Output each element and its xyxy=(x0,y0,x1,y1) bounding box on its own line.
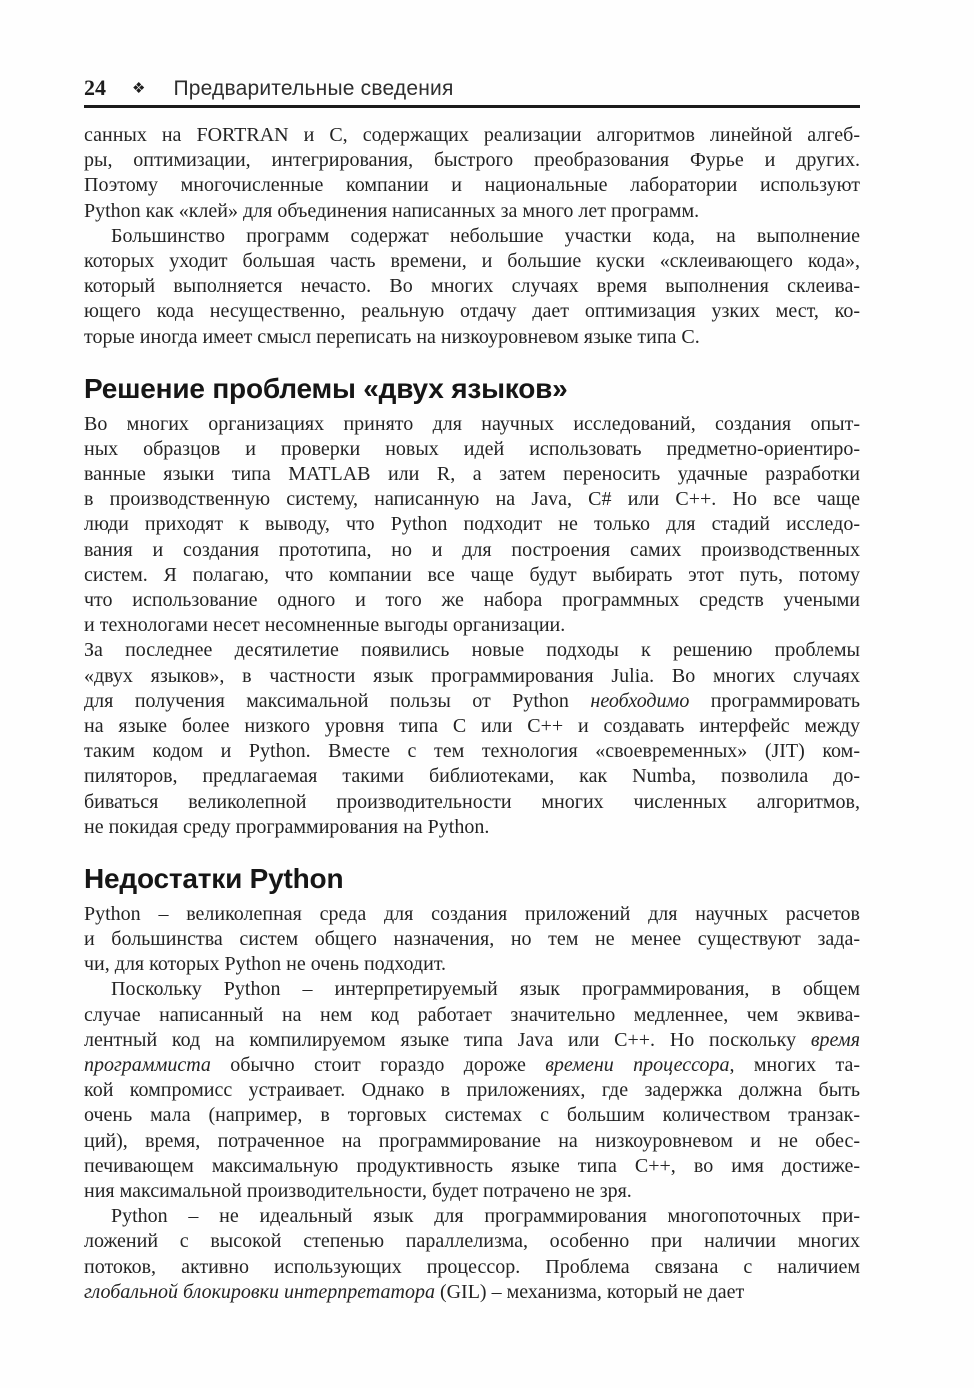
text-line: систем. Я полагаю, что компании все чаще будут выбирать этот путь, потому xyxy=(84,563,860,586)
text-line: Поскольку Python – интерпретируемый язык программирования, в общем xyxy=(111,978,860,1001)
text-line: биваться великолепной производительности многих численных алгоритмов, xyxy=(84,790,860,813)
text-line: лентный код на компилируемом языке типа Java или C++. Но поскольку время xyxy=(84,1028,860,1051)
text-line: программиста обычно стоит гораздо дороже времени процессора, многих та- xyxy=(84,1054,860,1076)
text-line: ванные языки типа MATLAB или R, а затем переносить удачные разработки xyxy=(84,463,860,486)
text-line: Python – великолепная среда для создания приложений для научных расчетов xyxy=(84,902,860,925)
text-line: санных на FORTRAN и C, содержащих реализации алгоритмов линейной алгеб- xyxy=(84,124,860,146)
text-line: которых уходит большая часть времени, и большие куски «склеивающего кода», xyxy=(84,249,860,272)
text-line: и технологами несет несомненные выгоды организации. xyxy=(84,614,566,637)
paragraph-gil xyxy=(84,1204,860,1305)
text-line: в производственную систему, написанную на Java, C# или C++. Но все чаще xyxy=(84,488,860,511)
text-line: Python – не идеальный язык для программирования многопоточных при- xyxy=(111,1205,860,1228)
text-line: Большинство программ содержат небольшие участки кода, на выполнение xyxy=(111,224,860,247)
paragraph-glue-code-optimization xyxy=(84,224,860,350)
section-heading-two-languages: Решение проблемы «двух языков» xyxy=(84,372,568,404)
text-line: который выполняется нечасто. Во многих случаях время выполнения склеива- xyxy=(84,275,860,298)
running-header-title: Предварительные сведения xyxy=(173,77,454,100)
text-line: что использование одного и того же набора программных средств учеными xyxy=(84,589,860,611)
text-line: Поэтому многочисленные компании и национальные лаборатории используют xyxy=(84,174,860,197)
text-line: Во многих организациях принято для научных исследований, создания опыт- xyxy=(84,412,860,435)
text-line: люди приходят к выводу, что Python подходит не только для стадий исследо- xyxy=(84,513,860,536)
text-line: ций), время, потраченное на программирование на низкоуровневом и не обес- xyxy=(84,1129,860,1152)
page-content xyxy=(84,123,860,1305)
page-number: 24 xyxy=(84,75,106,100)
text-line: ры, оптимизации, интегрирования, быстрого преобразования Фурье и других. xyxy=(84,149,860,172)
text-line: вания и создания прототипа, но и для построения самих производственных xyxy=(84,538,860,561)
paragraph-domain-languages xyxy=(84,412,860,639)
text-line: для получения максимальной пользы от Python необходимо программировать xyxy=(84,689,860,712)
paragraph-python-limits xyxy=(84,902,860,978)
section-divider-icon: ❖ xyxy=(132,80,146,97)
text-line: потоков, активно использующих процессор. Проблема связана с наличием xyxy=(84,1255,860,1278)
text-line: Python как «клей» для объединения написанных за много лет программ. xyxy=(84,199,700,222)
paragraph-interpreted-tradeoff xyxy=(84,977,860,1204)
text-line: печивающем максимальную продуктивность языке типа C++, во имя достиже- xyxy=(84,1154,860,1177)
text-line: кой компромисс устраивает. Однако в приложениях, где задержка должна быть xyxy=(84,1079,860,1102)
text-line: случае написанный на нем код работает значительно медленнее, чем эквива- xyxy=(84,1003,860,1026)
paragraph-fortran-glue xyxy=(84,123,860,224)
text-line: ющего кода несущественно, реальную отдачу дает оптимизация узких мест, ко- xyxy=(84,300,860,323)
text-line: не покидая среду программирования на Python. xyxy=(84,815,490,838)
text-line: ложений с высокой степенью параллелизма, особенно при наличии многих xyxy=(84,1230,860,1253)
text-line: таким кодом и Python. Вместе с тем технология «своевременных» (JIT) ком- xyxy=(84,740,860,763)
text-line: очень мала (например, в торговых системах с большим количеством транзак- xyxy=(84,1104,860,1127)
running-header xyxy=(84,76,860,108)
paragraph-julia-jit xyxy=(84,638,860,840)
section-heading-python-drawbacks: Недостатки Python xyxy=(84,862,344,894)
text-line: глобальной блокировки интерпретатора (GIL) – механизма, который не дает xyxy=(84,1280,745,1303)
text-line: ных образцов и проверки новых идей использовать предметно-ориентиро- xyxy=(84,437,860,460)
text-line: чи, для которых Python не очень подходит. xyxy=(84,953,447,976)
text-line: За последнее десятилетие появились новые подходы к решению проблемы xyxy=(84,639,860,662)
text-line: пиляторов, предлагаемая такими библиотеками, как Numba, позволила до- xyxy=(84,765,860,788)
text-line: «двух языков», в частности язык программирования Julia. Во многих случаях xyxy=(84,664,860,687)
text-line: ния максимальной производительности, будет потрачено не зря. xyxy=(84,1179,632,1202)
text-line: торые иногда имеет смысл переписать на низкоуровневом языке типа C. xyxy=(84,325,700,348)
text-line: и большинства систем общего назначения, но тем не менее существуют зада- xyxy=(84,928,860,951)
text-line: на языке более низкого уровня типа C или C++ и создавать интерфейс между xyxy=(84,714,860,737)
text-column xyxy=(84,0,860,1305)
